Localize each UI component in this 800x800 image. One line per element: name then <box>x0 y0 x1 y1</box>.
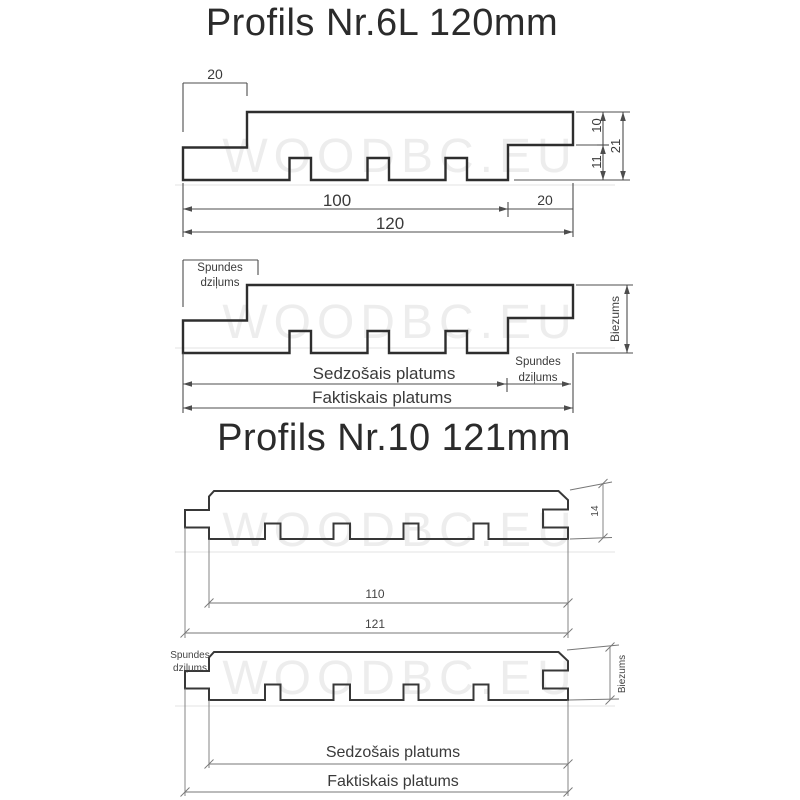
label-sedzosais-platums: Sedzošais platums <box>312 364 456 383</box>
label-spundes-line1: Spundes <box>170 650 210 661</box>
dim-label-total-width: 120 <box>375 214 405 233</box>
page-title-profile-10: Profils Nr.10 121mm <box>217 417 571 459</box>
label-spundes-top-line1: Spundes <box>197 262 243 274</box>
watermark-text: WOODBC.EU <box>222 296 578 349</box>
dim-label-thickness: 14 <box>590 505 601 517</box>
label-groove-depth <box>170 650 209 674</box>
dim-thickness <box>576 285 633 353</box>
drawing-profile-6l-labels <box>0 240 660 420</box>
drawing-profile-6l-numeric <box>0 60 660 245</box>
page-title-profile-6l: Profils Nr.6L 120mm <box>205 2 559 44</box>
label-spundes-bottom-line2: dziļums <box>518 372 558 384</box>
label-sedzosais-platums: Sedzošais platums <box>325 744 461 761</box>
dim-label-bottom-lap-width: 20 <box>537 192 553 208</box>
watermark <box>175 504 615 557</box>
watermark-text: WOODBC.EU <box>222 504 578 557</box>
dim-label-lap-thickness: 10 <box>589 118 604 133</box>
dim-label-covered-width: 110 <box>365 587 385 601</box>
dim-label-body-thickness: 11 <box>589 155 604 169</box>
watermark <box>175 296 615 349</box>
dim-top-lap-width <box>183 66 247 132</box>
watermark <box>175 652 615 706</box>
watermark <box>175 130 615 185</box>
label-faktiskais-platums: Faktiskais platums <box>312 388 452 407</box>
dim-total-width <box>183 388 573 411</box>
label-spundes-bottom-line1: Spundes <box>515 356 561 368</box>
label-biezums: Biezums <box>617 654 628 694</box>
watermark-text: WOODBC.EU <box>222 130 578 183</box>
dim-label-total-thickness: 21 <box>608 138 623 154</box>
drawing-profile-10-labels <box>0 640 660 800</box>
label-faktiskais-platums: Faktiskais platums <box>327 773 459 790</box>
label-biezums: Biezums <box>608 295 622 343</box>
dim-label-covered-width: 100 <box>322 191 352 210</box>
label-spundes-line2: dziļums <box>173 663 207 674</box>
dim-label-top-lap-width: 20 <box>207 66 223 82</box>
label-spundes-top-line2: dziļums <box>200 277 240 289</box>
dim-bottom-widths <box>183 183 573 237</box>
dim-label-total-width: 121 <box>364 617 386 631</box>
watermark-text: WOODBC.EU <box>222 652 578 705</box>
drawing-profile-10-numeric <box>0 470 660 640</box>
